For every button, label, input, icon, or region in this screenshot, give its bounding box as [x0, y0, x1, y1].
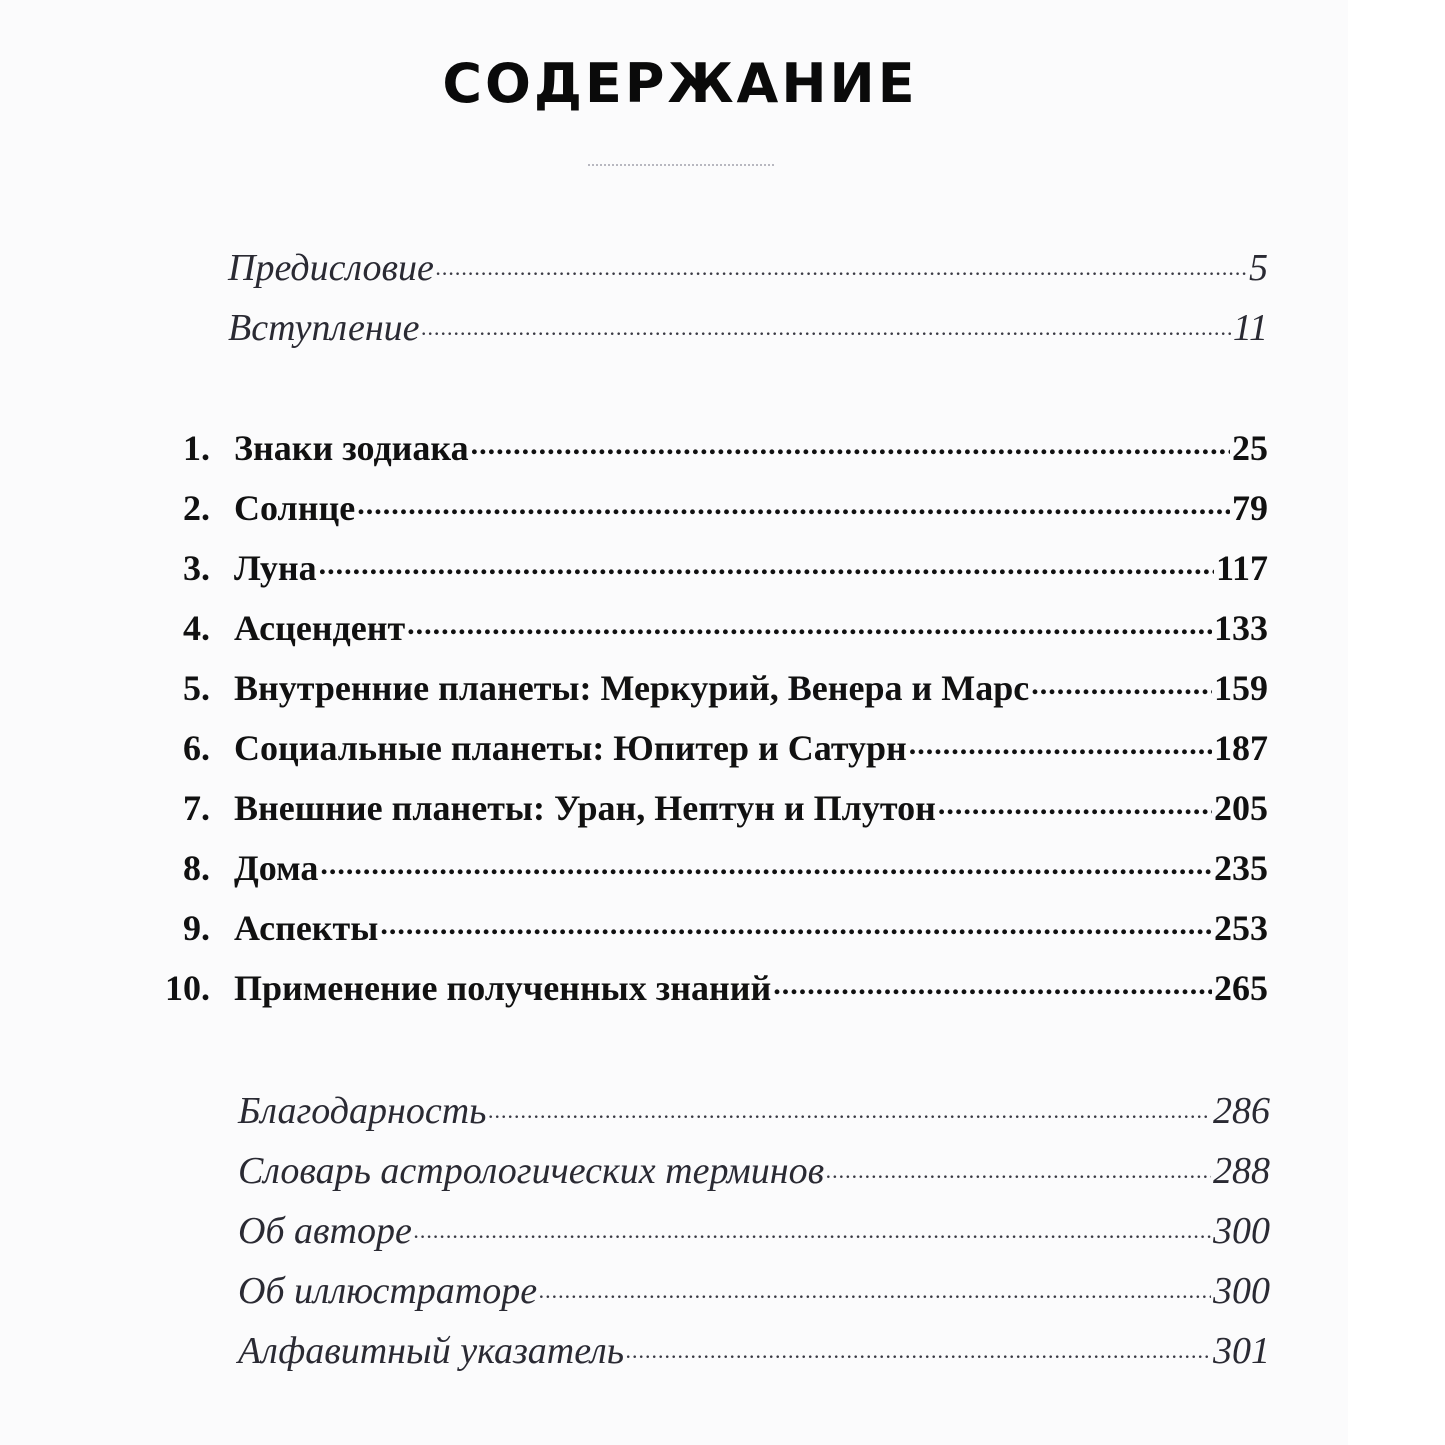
dot-leader: [539, 1265, 1211, 1303]
toc-chapter-10[interactable]: [160, 964, 1268, 1009]
toc-page-number: 288: [1213, 1150, 1270, 1192]
chapter-title: Внутренние планеты: Меркурий, Венера и Марс: [234, 668, 1030, 708]
toc-entry-label: Предисловие: [228, 247, 434, 289]
dot-leader: [488, 1085, 1211, 1123]
toc-page-number: 25: [1232, 428, 1268, 468]
dot-leader: [422, 302, 1231, 340]
toc-chapter-8[interactable]: [160, 844, 1268, 889]
dot-leader: [909, 724, 1212, 760]
title-dotted-divider: [588, 164, 774, 166]
chapter-number: 1.: [183, 428, 210, 468]
toc-entry-label: Алфавитный указатель: [238, 1330, 624, 1372]
chapter-title: Социальные планеты: Юпитер и Сатурн: [234, 728, 907, 768]
dot-leader: [938, 784, 1212, 820]
chapter-title: Солнце: [234, 488, 356, 528]
toc-page-number: 187: [1214, 728, 1268, 768]
toc-page-number: 11: [1232, 307, 1268, 349]
toc-page-number: 301: [1213, 1330, 1270, 1372]
toc-entry-acknowledgements[interactable]: [238, 1085, 1270, 1133]
toc-page-number: 117: [1215, 548, 1268, 588]
chapter-number: 5.: [183, 668, 210, 708]
dot-leader: [826, 1145, 1211, 1183]
toc-entry-label: Об иллюстраторе: [238, 1270, 538, 1312]
toc-chapter-7[interactable]: [160, 784, 1268, 829]
dot-leader: [320, 844, 1212, 880]
chapter-number: 9.: [183, 908, 210, 948]
toc-chapter-1[interactable]: [160, 424, 1268, 469]
page-title: СОДЕРЖАНИЕ: [442, 52, 918, 115]
toc-entry-about-illustrator[interactable]: [238, 1265, 1270, 1313]
chapter-title: Знаки зодиака: [234, 428, 469, 468]
toc-page-number: 205: [1214, 788, 1268, 828]
chapter-title: Применение полученных знаний: [234, 968, 772, 1008]
chapter-number: 4.: [183, 608, 210, 648]
dot-leader: [1031, 664, 1212, 700]
toc-entry-introduction[interactable]: [228, 302, 1268, 350]
chapter-number: 3.: [183, 548, 210, 588]
toc-chapter-6[interactable]: [160, 724, 1268, 769]
toc-entry-label: Вступление: [228, 307, 420, 349]
toc-entry-about-author[interactable]: [238, 1205, 1270, 1253]
chapter-title: Дома: [234, 848, 319, 888]
toc-entry-label: Словарь астрологических терминов: [238, 1150, 825, 1192]
toc-entry-label: Благодарность: [238, 1090, 487, 1132]
toc-page-number: 265: [1214, 968, 1268, 1008]
dot-leader: [380, 904, 1212, 940]
dot-leader: [471, 424, 1230, 460]
dot-leader: [773, 964, 1212, 1000]
dot-leader: [436, 242, 1247, 280]
toc-page-number: 300: [1213, 1270, 1270, 1312]
toc-page-number: 5: [1249, 247, 1268, 289]
toc-chapter-9[interactable]: [160, 904, 1268, 949]
chapter-title: Внешние планеты: Уран, Нептун и Плутон: [234, 788, 936, 828]
toc-chapter-5[interactable]: [160, 664, 1268, 709]
toc-page-number: 235: [1214, 848, 1268, 888]
chapter-title: Аспекты: [234, 908, 379, 948]
dot-leader: [357, 484, 1230, 520]
toc-entry-index[interactable]: [238, 1325, 1270, 1373]
dot-leader: [319, 544, 1214, 580]
chapter-number: 2.: [183, 488, 210, 528]
toc-page-number: 286: [1213, 1090, 1270, 1132]
chapter-title: Луна: [234, 548, 317, 588]
toc-chapter-4[interactable]: [160, 604, 1268, 649]
dot-leader: [414, 1205, 1211, 1243]
toc-chapter-3[interactable]: [160, 544, 1268, 589]
toc-entry-glossary[interactable]: [238, 1145, 1270, 1193]
toc-page-number: 253: [1214, 908, 1268, 948]
toc-page-number: 79: [1232, 488, 1268, 528]
toc-entry-label: Об авторе: [238, 1210, 412, 1252]
toc-entry-preface[interactable]: [228, 242, 1268, 290]
dot-leader: [626, 1325, 1211, 1363]
chapter-title: Асцендент: [234, 608, 406, 648]
toc-chapter-2[interactable]: [160, 484, 1268, 529]
chapter-number: 8.: [183, 848, 210, 888]
dot-leader: [407, 604, 1212, 640]
toc-page-number: 300: [1213, 1210, 1270, 1252]
chapter-number: 6.: [183, 728, 210, 768]
chapter-number: 10.: [165, 968, 210, 1008]
chapter-number: 7.: [183, 788, 210, 828]
toc-page-number: 133: [1214, 608, 1268, 648]
toc-page-number: 159: [1214, 668, 1268, 708]
